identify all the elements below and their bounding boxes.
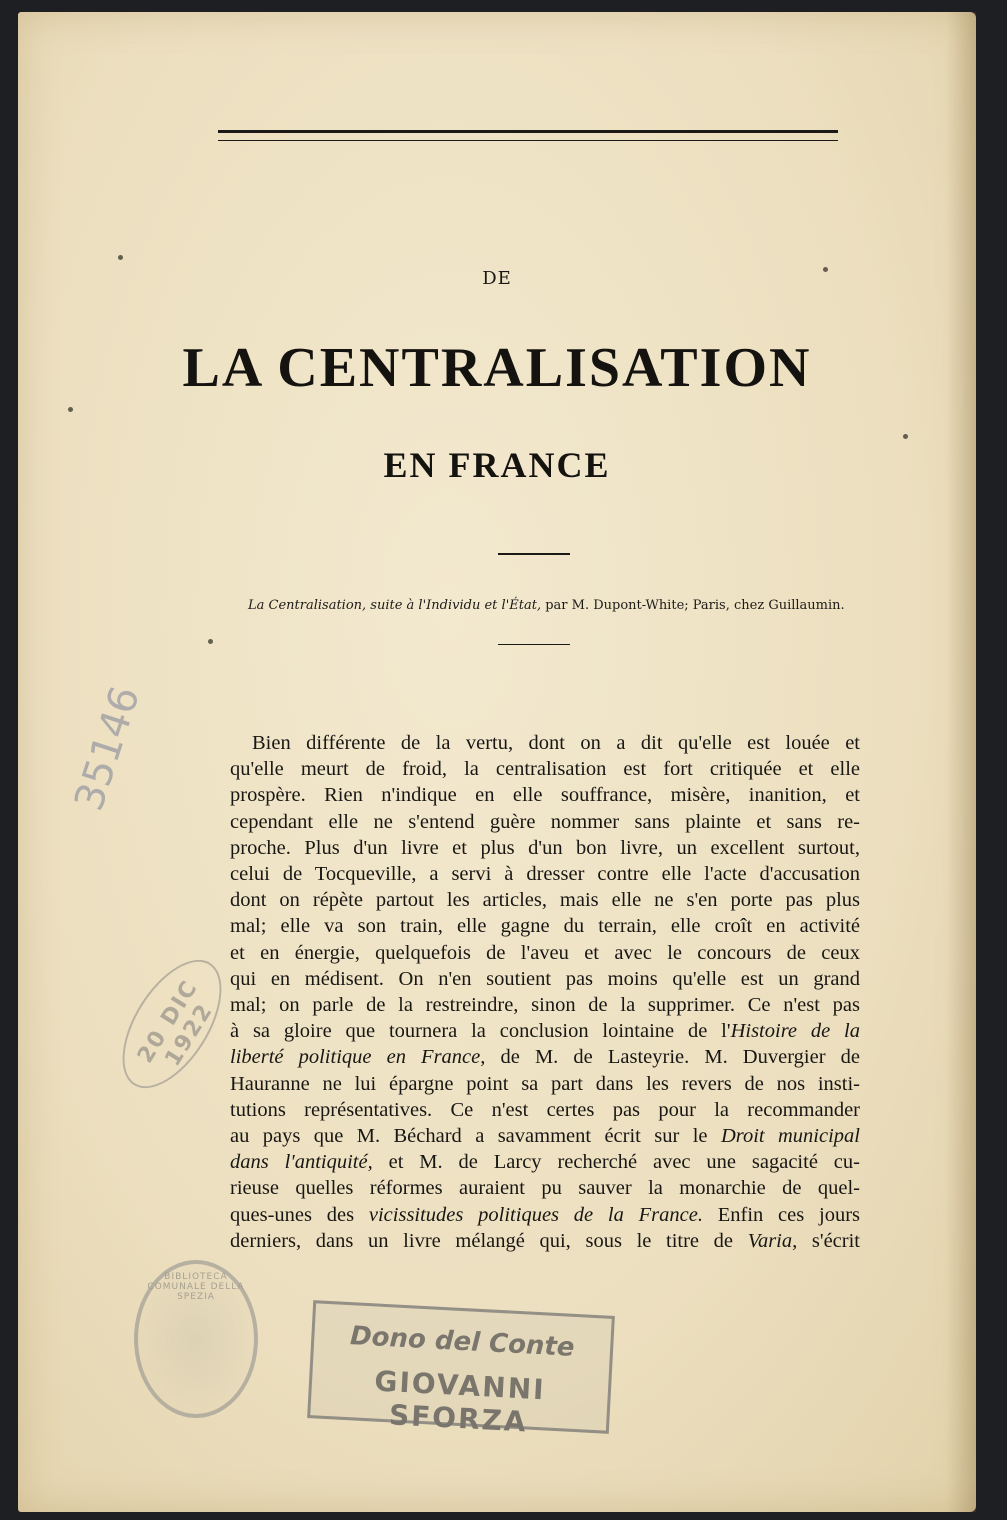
donation-stamp-line1: Dono del Conte <box>349 1321 576 1363</box>
page-subtitle: EN FRANCE <box>383 445 611 485</box>
book-page <box>18 12 976 1512</box>
divider-rule-thin <box>498 644 570 645</box>
heading-prefix: DE <box>482 268 512 289</box>
date-stamp <box>102 943 241 1104</box>
text-line <box>230 1123 860 1149</box>
text-line: qu'elle meurt de froid, la centralisation est fort critiquée et elle <box>230 758 860 781</box>
text-segment: ques-unes des <box>230 1203 355 1226</box>
italic-title: Droit municipal <box>720 1125 860 1148</box>
text-line: proche. Plus d'un livre et plus d'un bon livre, un excellent surtout, <box>230 836 860 859</box>
page-title: LA CENTRALISATION <box>182 337 812 399</box>
text-line: qui en médisent. On n'en soutient pas moins qu'elle est un grand <box>230 967 860 990</box>
text-segment: derniers, dans un livre mélangé qui, sous le titre de <box>230 1229 734 1252</box>
text-line <box>230 1202 860 1228</box>
citation-line <box>248 598 888 613</box>
text-line: mal; on parle de la restreindre, sinon de la supprimer. Ce n'est pas <box>230 994 860 1017</box>
italic-title: liberté politique en France, <box>230 1046 486 1069</box>
italic-title: dans l'antiquité, <box>230 1151 373 1174</box>
top-double-rule <box>218 130 838 141</box>
page-edge-shadow <box>946 12 976 1512</box>
text-line: cependant elle ne s'entend guère nommer sans plainte et sans re- <box>230 810 860 833</box>
italic-title: vicissitudes politiques de la France. <box>368 1203 703 1226</box>
text-segment: et M. de Larcy recherché avec une sagacité cu- <box>372 1151 860 1174</box>
handwritten-inventory-number: 35146 <box>66 680 150 817</box>
italic-title: Histoire de la <box>730 1020 860 1043</box>
text-line: mal; elle va son train, elle gagne du terrain, elle croît en activité <box>230 915 860 938</box>
ink-spot <box>118 255 123 260</box>
text-line: Hauranne ne lui épargne point sa part dans les revers de nos insti- <box>230 1072 860 1095</box>
ink-spot <box>903 434 908 439</box>
donation-stamp-line2: GIOVANNI SFORZA <box>373 1364 547 1439</box>
text-line: tutions représentatives. Ce n'est certes pas pour la recommander <box>230 1098 860 1121</box>
text-segment: au pays que M. Béchard a savamment écrit sur le <box>230 1125 708 1148</box>
library-seal-text: BIBLIOTECA COMUNALE DELLA SPEZIA <box>147 1272 245 1302</box>
text-segment: s'écrit <box>797 1229 860 1252</box>
text-line <box>230 1149 860 1175</box>
ink-spot <box>68 407 73 412</box>
library-seal-stamp <box>134 1260 258 1418</box>
date-stamp-text: 20 DIC 1922 <box>132 975 219 1071</box>
text-line: dont on répète partout les articles, mais elle ne s'en porte pas plus <box>230 889 860 912</box>
text-line <box>230 1228 860 1254</box>
citation-italic: La Centralisation, suite à l'Individu et l'État, <box>248 598 542 613</box>
divider-rule <box>498 553 570 555</box>
text-line: et en énergie, quelquefois de l'aveu et avec le concours de ceux <box>230 941 860 964</box>
text-segment: de M. de Lasteyrie. M. Duvergier de <box>485 1046 860 1069</box>
donation-stamp <box>307 1300 615 1439</box>
italic-title: Varia, <box>747 1229 798 1252</box>
text-line: rieuse quelles réformes auraient pu sauver la monarchie de quel- <box>230 1177 860 1200</box>
text-line: prospère. Rien n'indique en elle souffrance, misère, inanition, et <box>230 784 860 807</box>
citation-plain: par M. Dupont-White; Paris, chez Guillaumin. <box>545 598 845 613</box>
ink-spot <box>823 267 828 272</box>
text-line: celui de Tocqueville, a servi à dresser contre elle l'acte d'accusation <box>230 863 860 886</box>
text-line <box>230 1018 860 1044</box>
body-paragraph <box>230 730 860 1254</box>
text-segment: Enfin ces jours <box>702 1203 861 1226</box>
text-segment: à sa gloire que tournera la conclusion lointaine de l' <box>230 1020 731 1043</box>
text-line <box>230 1044 860 1070</box>
ink-spot <box>208 639 213 644</box>
text-line: Bien différente de la vertu, dont on a dit qu'elle est louée et <box>252 732 860 754</box>
